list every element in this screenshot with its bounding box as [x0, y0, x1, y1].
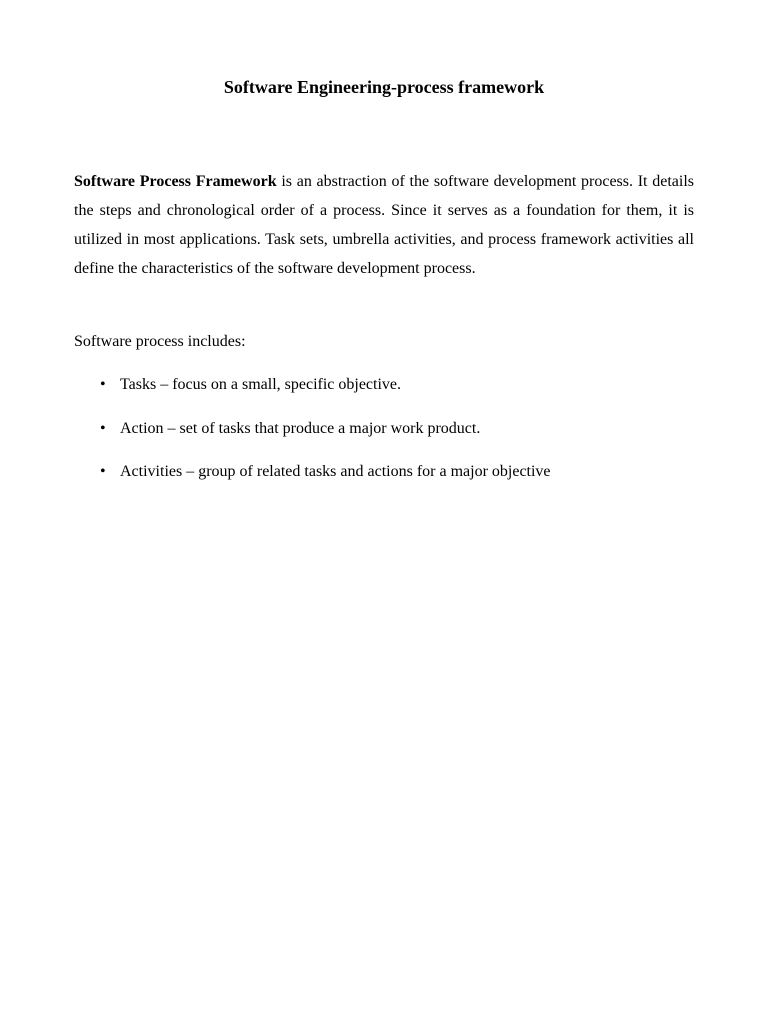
bullet-icon: • — [100, 376, 106, 393]
list-item — [100, 415, 700, 443]
list-item — [100, 458, 700, 486]
page-title: Software Engineering-process framework — [223, 77, 545, 97]
intro-paragraph — [74, 167, 694, 283]
includes-label: Software process includes: — [74, 333, 246, 350]
bullet-icon: • — [100, 463, 106, 480]
bullet-text: Action – set of tasks that produce a major work product. — [120, 419, 481, 437]
intro-lead-term: Software Process Framework — [74, 173, 277, 190]
bullet-icon: • — [100, 419, 106, 437]
bullet-text: Activities – group of related tasks and actions for a major objective — [120, 463, 551, 480]
bullet-list — [100, 371, 700, 502]
list-item — [100, 371, 700, 399]
intro-body-text: is an abstraction of the software development process. It details the steps and chronological order of a process. Since it serves as a foundation for them, it is utilized in most applications. Task sets, umbrella activities, and process framework activities all define the characteristics of the software development process. — [74, 173, 695, 277]
bullet-text: Tasks – focus on a small, specific objective. — [120, 376, 402, 393]
